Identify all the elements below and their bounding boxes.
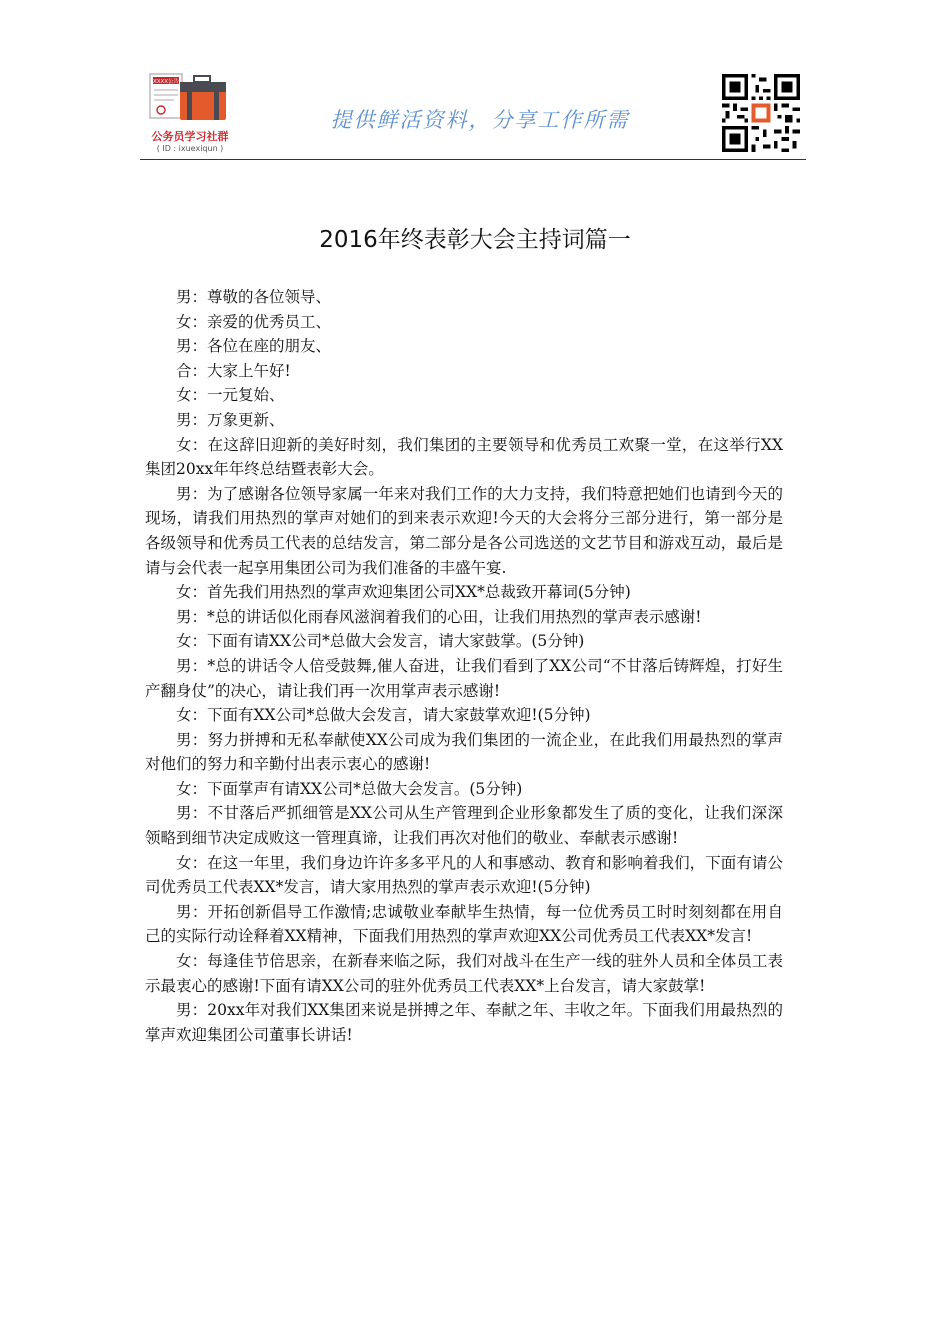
paragraph: 男：20xx年对我们XX集团来说是拼搏之年、奉献之年、丰收之年。下面我们用最热烈的掌声欢迎集团公司董事长讲话! (145, 1001, 783, 1044)
document-title: 2016年终表彰大会主持词篇一 (319, 227, 631, 253)
logo-id: ( ID : ixuexiqun ) (156, 144, 224, 153)
paragraph: 女：亲爱的优秀员工、 (176, 312, 332, 331)
briefcase-logo-icon (140, 68, 240, 128)
document-body (145, 285, 783, 1047)
paragraph: 女：下面有请XX公司*总做大会发言，请大家鼓掌。(5分钟) (176, 632, 585, 651)
page-header (140, 68, 804, 160)
paragraph: 女：在这辞旧迎新的美好时刻，我们集团的主要领导和优秀员工欢聚一堂，在这举行XX集团20xx年年终总结暨表彰大会。 (145, 435, 783, 479)
paragraph: 女：下面掌声有请XX公司*总做大会发言。(5分钟) (176, 779, 523, 798)
paragraph: 女：在这一年里，我们身边许许多多平凡的人和事感动、教育和影响着我们，下面有请公司优秀员工代表XX*发言，请大家用热烈的掌声表示欢迎!(5分钟) (145, 853, 783, 897)
paragraph: 男：开拓创新倡导工作激情;忠诚敬业奉献毕生热情，每一位优秀员工时时刻刻都在用自己的实际行动诠释着XX精神，下面我们用热烈的掌声欢迎XX公司优秀员工代表XX*发言! (145, 902, 783, 946)
logo-badge-text: XXXX公告 (152, 79, 180, 85)
paragraph: 男：努力拼搏和无私奉献使XX公司成为我们集团的一流企业，在此我们用最热烈的掌声对他们的努力和辛勤付出表示衷心的感谢! (145, 730, 783, 774)
paragraph: 男：不甘落后严抓细管是XX公司从生产管理到企业形象都发生了质的变化，让我们深深领略到细节决定成败这一管理真谛，让我们再次对他们的敬业、奉献表示感谢! (145, 804, 783, 848)
paragraph: 男：*总的讲话令人倍受鼓舞,催人奋进，让我们看到了XX公司“不甘落后铸辉煌，打好生产翻身仗”的决心，请让我们再一次用掌声表示感谢! (145, 656, 783, 700)
paragraph: 男：尊敬的各位领导、 (176, 288, 332, 306)
paragraph: 女：首先我们用热烈的掌声欢迎集团公司XX*总裁致开幕词(5分钟) (176, 583, 631, 602)
paragraph: 合：大家上午好! (176, 361, 291, 380)
paragraph: 男：*总的讲话似化雨春风滋润着我们的心田，让我们用热烈的掌声表示感谢! (176, 607, 702, 626)
paragraph: 男：各位在座的朋友、 (176, 337, 332, 356)
paragraph: 男：万象更新、 (176, 410, 285, 429)
logo-name: 公务员学习社群 (151, 130, 229, 143)
site-logo (140, 68, 240, 158)
paragraph: 女：一元复始、 (176, 386, 285, 405)
header-slogan: 提供鲜活资料，分享工作所需 (330, 108, 630, 132)
paragraph: 女：下面有XX公司*总做大会发言，请大家鼓掌欢迎!(5分钟) (176, 706, 591, 725)
qr-code-icon (722, 74, 800, 152)
paragraph: 女：每逢佳节倍思亲，在新春来临之际，我们对战斗在生产一线的驻外人员和全体员工表示最衷心的感谢!下面有请XX公司的驻外优秀员工代表XX*上台发言，请大家鼓掌! (145, 952, 783, 995)
header-divider (140, 159, 806, 160)
paragraph: 男：为了感谢各位领导家属一年来对我们工作的大力支持，我们特意把她们也请到今天的现场，请我们用热烈的掌声对她们的到来表示欢迎!今天的大会将分三部分进行，第一部分是各级领导和优秀员工代表的总结发言，第二部分是各公司选送的文艺节目和游戏互动，最后是请与会代表一起享用集团公司为我们准备的丰盛午宴. (145, 484, 783, 577)
